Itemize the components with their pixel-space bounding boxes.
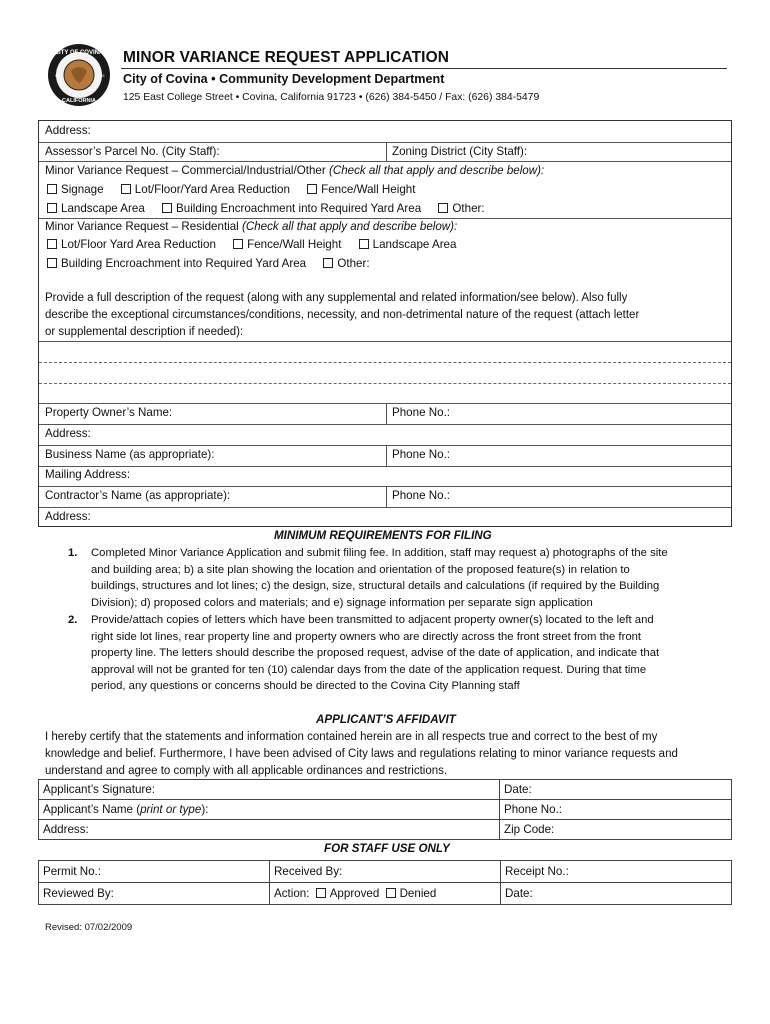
checkbox-other-commercial[interactable]: Other: bbox=[438, 202, 484, 215]
affidavit-heading: APPLICANT’S AFFIDAVIT bbox=[316, 713, 456, 726]
applicant-phone-field[interactable]: Phone No.: bbox=[500, 800, 732, 820]
contractor-phone-field[interactable]: Phone No.: bbox=[392, 489, 451, 502]
business-name-field[interactable]: Business Name (as appropriate): bbox=[45, 448, 215, 461]
zoning-field[interactable]: Zoning District (City Staff): bbox=[392, 145, 528, 158]
seal-inc: INC. bbox=[55, 74, 62, 78]
commercial-options-row1 bbox=[47, 183, 415, 196]
checkbox-res-lot-floor[interactable]: Lot/Floor Yard Area Reduction bbox=[47, 238, 216, 251]
requirement-item-1: 1. Completed Minor Variance Application and submit filing fee. In addition, staff may request a) photographs of the site and building area; b) a site plan showing the location and orientation of the proposed feature(s) in relation to buildings, structures and lot lines; c) the design, size, structural details and calculations (if required by the Building Division); d) proposed colors and materials; and e) signage information per separate sign application bbox=[68, 547, 668, 609]
description-instructions: Provide a full description of the request (along with any supplemental and related information/see below). Also fully describe the exceptional circumstances/conditions, necessity, and non-detrimental nature of the request (attach letter or supplemental description if needed): bbox=[45, 292, 640, 338]
staff-date-field[interactable]: Date: bbox=[501, 883, 732, 905]
checkbox-res-building-encroachment[interactable]: Building Encroachment into Required Yard Area bbox=[47, 257, 306, 270]
address-field[interactable]: Address: bbox=[45, 124, 91, 137]
action-field: Action: Approved Denied bbox=[270, 883, 501, 905]
requirement-item-2: 2. Provide/attach copies of letters which have been transmitted to adjacent property owner(s) located to the left and right side lot lines, rear property line and property owners who are directly across the front street from the front property line. The letters should describe the proposed request, advise of the date of application, and indicate that approval will not be granted for ten (10) calendar days from the date of the application request. During that time period, any questions or concerns should be directed to the Covina City Planning staff bbox=[68, 614, 660, 693]
city-seal-logo bbox=[47, 43, 111, 107]
checkbox-building-encroachment[interactable]: Building Encroachment into Required Yard Area bbox=[162, 202, 421, 215]
contractor-address-field[interactable]: Address: bbox=[45, 510, 91, 523]
contractor-name-field[interactable]: Contractor’s Name (as appropriate): bbox=[45, 489, 231, 502]
checkbox-lot-floor-yard[interactable]: Lot/Floor/Yard Area Reduction bbox=[121, 183, 290, 196]
description-line-1[interactable] bbox=[39, 362, 731, 363]
affidavit-table bbox=[38, 779, 732, 840]
checkbox-res-other[interactable]: Other: bbox=[323, 257, 369, 270]
affidavit-date-field[interactable]: Date: bbox=[500, 780, 732, 800]
zip-code-field[interactable]: Zip Code: bbox=[500, 820, 732, 840]
owner-address-field[interactable]: Address: bbox=[45, 427, 91, 440]
affidavit-text: I hereby certify that the statements and information contained herein are in all respects true and correct to the best of my knowledge and belief. Furthermore, I have been advised of City laws and regulations relating to minor variance requests and understand and agree to comply with all applicable ordinances and restrictions. bbox=[45, 731, 678, 777]
requirements-heading: MINIMUM REQUIREMENTS FOR FILING bbox=[274, 529, 492, 542]
checkbox-fence-wall[interactable]: Fence/Wall Height bbox=[307, 183, 415, 196]
mailing-address-field[interactable]: Mailing Address: bbox=[45, 468, 131, 481]
applicant-address-field[interactable]: Address: bbox=[39, 820, 500, 840]
applicant-name-field[interactable]: Applicant’s Name (print or type): bbox=[39, 800, 500, 820]
page-title: MINOR VARIANCE REQUEST APPLICATION bbox=[123, 49, 450, 66]
receipt-no-field[interactable]: Receipt No.: bbox=[501, 861, 732, 883]
seal-text-bottom: CALIFORNIA bbox=[62, 98, 96, 104]
seal-text-top: CITY OF COVINA bbox=[54, 50, 104, 56]
business-phone-field[interactable]: Phone No.: bbox=[392, 448, 451, 461]
residential-heading: Minor Variance Request – Residential (Check all that apply and describe below): bbox=[45, 220, 458, 233]
description-line-2[interactable] bbox=[39, 383, 731, 384]
owner-name-field[interactable]: Property Owner’s Name: bbox=[45, 406, 173, 419]
checkbox-approved[interactable]: Approved bbox=[313, 887, 380, 900]
residential-options-row2 bbox=[47, 257, 370, 270]
department-address: 125 East College Street • Covina, California 91723 • (626) 384-5450 / Fax: (626) 384-5479 bbox=[123, 92, 540, 103]
title-divider bbox=[121, 68, 727, 69]
revised-date: Revised: 07/02/2009 bbox=[45, 922, 133, 933]
residential-options-row1 bbox=[47, 238, 456, 251]
reviewed-by-field[interactable]: Reviewed By: bbox=[39, 883, 270, 905]
checkbox-res-landscape[interactable]: Landscape Area bbox=[359, 238, 457, 251]
department-name: City of Covina • Community Development Department bbox=[123, 72, 445, 86]
seal-year: 1901 bbox=[97, 74, 105, 78]
checkbox-signage[interactable]: Signage bbox=[47, 183, 104, 196]
staff-use-table bbox=[38, 860, 732, 905]
signature-field[interactable]: Applicant’s Signature: bbox=[39, 780, 500, 800]
commercial-options-row2 bbox=[47, 202, 485, 215]
staff-use-heading: FOR STAFF USE ONLY bbox=[324, 842, 450, 855]
checkbox-denied[interactable]: Denied bbox=[383, 887, 437, 900]
application-form-box bbox=[38, 120, 732, 527]
permit-no-field[interactable]: Permit No.: bbox=[39, 861, 270, 883]
checkbox-res-fence-wall[interactable]: Fence/Wall Height bbox=[233, 238, 341, 251]
owner-phone-field[interactable]: Phone No.: bbox=[392, 406, 451, 419]
commercial-heading: Minor Variance Request – Commercial/Industrial/Other (Check all that apply and describe below): bbox=[45, 164, 545, 177]
apn-field[interactable]: Assessor’s Parcel No. (City Staff): bbox=[45, 145, 220, 158]
received-by-field[interactable]: Received By: bbox=[270, 861, 501, 883]
checkbox-landscape[interactable]: Landscape Area bbox=[47, 202, 145, 215]
